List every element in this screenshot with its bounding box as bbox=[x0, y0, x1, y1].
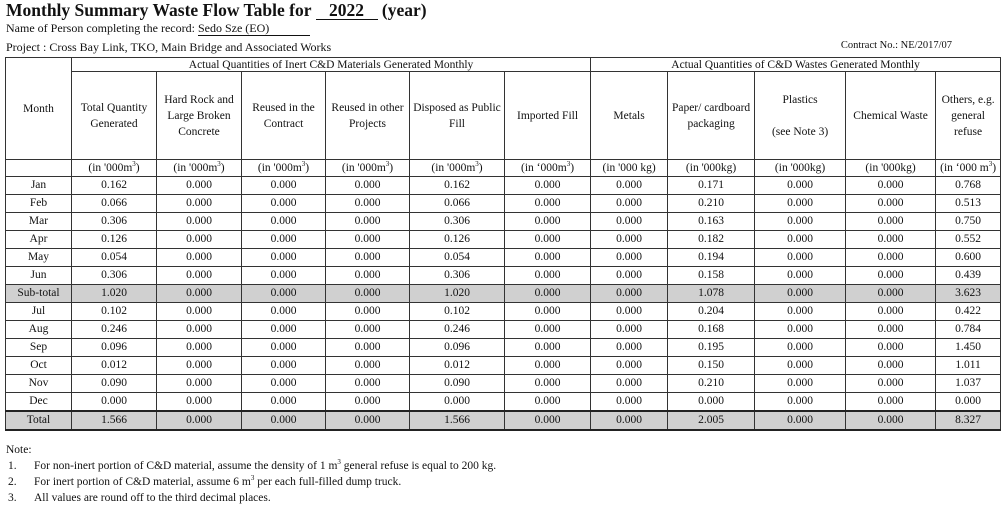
note-text: For non-inert portion of C&D material, assume the density of 1 $m^3$ general refuse is equal to 200 kg. bbox=[34, 458, 497, 472]
value-cell: 0.000 bbox=[591, 195, 668, 213]
value-cell: 0.000 bbox=[157, 195, 242, 213]
value-cell: 0.162 bbox=[410, 177, 505, 195]
note-text: For inert portion of C&D material, assume 6 $m^3$ per each full-filled dump truck. bbox=[34, 474, 402, 488]
value-cell: 1.020 bbox=[72, 285, 157, 303]
value-cell: 0.204 bbox=[668, 303, 755, 321]
column-header-label: Imported Fill bbox=[517, 109, 579, 122]
month-cell: Nov bbox=[6, 375, 72, 393]
value-cell: 0.000 bbox=[242, 267, 326, 285]
value-cell: 0.000 bbox=[157, 339, 242, 357]
value-cell: 0.163 bbox=[668, 213, 755, 231]
month-cell: Sep bbox=[6, 339, 72, 357]
group-header-waste: Actual Quantities of C&D Wastes Generated Monthly bbox=[591, 58, 1001, 72]
column-header bbox=[936, 72, 1001, 160]
value-cell: 0.000 bbox=[505, 357, 591, 375]
note-number: 2. bbox=[8, 476, 17, 488]
value-cell: 0.306 bbox=[72, 213, 157, 231]
value-cell: 0.000 bbox=[242, 231, 326, 249]
month-cell: Apr bbox=[6, 231, 72, 249]
value-cell: 0.000 bbox=[242, 195, 326, 213]
value-cell: 0.000 bbox=[326, 213, 410, 231]
table-row bbox=[6, 303, 1001, 321]
value-cell: 0.000 bbox=[157, 393, 242, 412]
value-cell: 0.000 bbox=[242, 357, 326, 375]
table-row bbox=[6, 393, 1001, 412]
table-row bbox=[6, 195, 1001, 213]
unit-cell: (in '$000m^3$) bbox=[72, 160, 157, 177]
value-cell: 0.000 bbox=[591, 177, 668, 195]
person-line bbox=[6, 21, 310, 36]
value-cell: 0.000 bbox=[326, 357, 410, 375]
value-cell: 0.000 bbox=[242, 303, 326, 321]
notes-list bbox=[6, 458, 496, 506]
value-cell: 0.000 bbox=[72, 393, 157, 412]
column-header bbox=[591, 72, 668, 160]
value-cell: 0.000 bbox=[846, 285, 936, 303]
table-row bbox=[6, 213, 1001, 231]
value-cell: 0.439 bbox=[936, 267, 1001, 285]
unit-cell: (in ‘$000m^3$) bbox=[505, 160, 591, 177]
value-cell: 0.000 bbox=[157, 231, 242, 249]
value-cell: 0.000 bbox=[591, 303, 668, 321]
value-cell: 0.000 bbox=[591, 213, 668, 231]
value-cell: 0.000 bbox=[242, 393, 326, 412]
value-cell: 0.090 bbox=[410, 375, 505, 393]
table-row bbox=[6, 231, 1001, 249]
value-cell: 0.000 bbox=[242, 375, 326, 393]
note-item bbox=[6, 458, 496, 474]
column-header bbox=[157, 72, 242, 160]
column-header-label: Hard Rock and Large Broken Concrete bbox=[164, 93, 234, 138]
column-header-label: Disposed as Public Fill bbox=[413, 101, 501, 130]
value-cell: 3.623 bbox=[936, 285, 1001, 303]
person-name: Sedo Sze (EO) bbox=[198, 22, 310, 36]
value-cell: 0.066 bbox=[72, 195, 157, 213]
value-cell: 0.000 bbox=[242, 213, 326, 231]
value-cell: 0.150 bbox=[668, 357, 755, 375]
document-title bbox=[6, 0, 427, 21]
month-cell: Jul bbox=[6, 303, 72, 321]
value-cell: 0.768 bbox=[936, 177, 1001, 195]
value-cell: 0.000 bbox=[505, 411, 591, 430]
value-cell: 0.000 bbox=[936, 393, 1001, 412]
subtotal-row bbox=[6, 285, 1001, 303]
value-cell: 0.000 bbox=[157, 375, 242, 393]
value-cell: 0.000 bbox=[755, 195, 846, 213]
title-year: 2022 bbox=[316, 1, 378, 20]
note-item bbox=[6, 474, 496, 490]
value-cell: 0.000 bbox=[157, 177, 242, 195]
value-cell: 0.000 bbox=[591, 249, 668, 267]
value-cell: 0.000 bbox=[846, 357, 936, 375]
value-cell: 0.422 bbox=[936, 303, 1001, 321]
value-cell: 0.306 bbox=[72, 267, 157, 285]
value-cell: 0.000 bbox=[846, 231, 936, 249]
value-cell: 0.000 bbox=[505, 195, 591, 213]
value-cell: 0.000 bbox=[326, 375, 410, 393]
column-header bbox=[242, 72, 326, 160]
value-cell: 0.126 bbox=[410, 231, 505, 249]
value-cell: 0.000 bbox=[668, 393, 755, 412]
title-suffix: (year) bbox=[381, 0, 427, 20]
value-cell: 0.000 bbox=[755, 339, 846, 357]
unit-cell: (in '000kg) bbox=[846, 160, 936, 177]
value-cell: 0.012 bbox=[410, 357, 505, 375]
value-cell: 0.066 bbox=[410, 195, 505, 213]
value-cell: 0.000 bbox=[755, 321, 846, 339]
unit-cell: (in '$000m^3$) bbox=[157, 160, 242, 177]
value-cell: 0.162 bbox=[72, 177, 157, 195]
value-cell: 0.000 bbox=[505, 177, 591, 195]
value-cell: 0.000 bbox=[242, 411, 326, 430]
value-cell: 0.306 bbox=[410, 267, 505, 285]
unit-cell: (in ‘000 $m^3$) bbox=[936, 160, 1001, 177]
column-header bbox=[755, 72, 846, 160]
table-row bbox=[6, 375, 1001, 393]
unit-cell: (in '$000m^3$) bbox=[410, 160, 505, 177]
column-header-label: Metals bbox=[613, 109, 645, 122]
month-cell: Jun bbox=[6, 267, 72, 285]
value-cell: 0.000 bbox=[846, 339, 936, 357]
value-cell: 0.000 bbox=[157, 267, 242, 285]
value-cell: 0.000 bbox=[846, 303, 936, 321]
value-cell: 0.513 bbox=[936, 195, 1001, 213]
value-cell: 1.011 bbox=[936, 357, 1001, 375]
column-header-label: Reused in the Contract bbox=[252, 101, 315, 130]
value-cell: 1.450 bbox=[936, 339, 1001, 357]
waste-flow-table bbox=[5, 57, 1001, 431]
column-header bbox=[668, 72, 755, 160]
value-cell: 0.000 bbox=[846, 321, 936, 339]
value-cell: 0.210 bbox=[668, 375, 755, 393]
value-cell: 0.000 bbox=[326, 393, 410, 412]
value-cell: 0.000 bbox=[326, 411, 410, 430]
value-cell: 0.000 bbox=[242, 339, 326, 357]
value-cell: 0.000 bbox=[242, 285, 326, 303]
column-header-label: Plastics bbox=[782, 93, 818, 106]
value-cell: 2.005 bbox=[668, 411, 755, 430]
value-cell: 0.158 bbox=[668, 267, 755, 285]
value-cell: 1.566 bbox=[410, 411, 505, 430]
value-cell: 0.182 bbox=[668, 231, 755, 249]
unit-cell-month bbox=[6, 160, 72, 177]
value-cell: 0.000 bbox=[591, 357, 668, 375]
project-line: Project : Cross Bay Link, TKO, Main Bridge and Associated Works bbox=[6, 40, 332, 54]
value-cell: 0.000 bbox=[157, 303, 242, 321]
note-number: 3. bbox=[8, 492, 17, 504]
month-header: Month bbox=[6, 58, 72, 160]
column-header-label: Others, e.g. general refuse bbox=[941, 93, 995, 138]
value-cell: 1.566 bbox=[72, 411, 157, 430]
month-cell: Jan bbox=[6, 177, 72, 195]
unit-cell: (in '$000m^3$) bbox=[326, 160, 410, 177]
total-row bbox=[6, 411, 1001, 430]
value-cell: 0.210 bbox=[668, 195, 755, 213]
value-cell: 0.306 bbox=[410, 213, 505, 231]
column-header-label: Paper/ cardboard packaging bbox=[671, 101, 751, 130]
value-cell: 0.000 bbox=[326, 303, 410, 321]
value-cell: 0.000 bbox=[410, 393, 505, 412]
value-cell: 0.000 bbox=[591, 375, 668, 393]
value-cell: 0.195 bbox=[668, 339, 755, 357]
value-cell: 0.000 bbox=[505, 285, 591, 303]
table-row bbox=[6, 249, 1001, 267]
value-cell: 0.000 bbox=[157, 285, 242, 303]
value-cell: 0.000 bbox=[591, 285, 668, 303]
unit-cell: (in '$000m^3$) bbox=[242, 160, 326, 177]
value-cell: 0.000 bbox=[755, 231, 846, 249]
value-cell: 0.000 bbox=[755, 177, 846, 195]
table-row bbox=[6, 321, 1001, 339]
value-cell: 0.000 bbox=[755, 285, 846, 303]
value-cell: 0.000 bbox=[755, 249, 846, 267]
value-cell: 0.600 bbox=[936, 249, 1001, 267]
group-header-inert: Actual Quantities of Inert C&D Materials Generated Monthly bbox=[72, 58, 591, 72]
month-cell: Feb bbox=[6, 195, 72, 213]
table-row bbox=[6, 339, 1001, 357]
table-row bbox=[6, 357, 1001, 375]
value-cell: 0.000 bbox=[157, 249, 242, 267]
value-cell: 0.000 bbox=[326, 195, 410, 213]
month-cell: Dec bbox=[6, 393, 72, 412]
column-header bbox=[326, 72, 410, 160]
value-cell: 0.000 bbox=[846, 375, 936, 393]
value-cell: 0.171 bbox=[668, 177, 755, 195]
value-cell: 0.750 bbox=[936, 213, 1001, 231]
value-cell: 0.000 bbox=[846, 393, 936, 412]
value-cell: 0.102 bbox=[410, 303, 505, 321]
value-cell: 1.020 bbox=[410, 285, 505, 303]
value-cell: 0.000 bbox=[755, 393, 846, 412]
value-cell: 0.000 bbox=[846, 249, 936, 267]
value-cell: 0.102 bbox=[72, 303, 157, 321]
value-cell: 0.000 bbox=[755, 357, 846, 375]
table-row bbox=[6, 267, 1001, 285]
value-cell: 0.000 bbox=[326, 339, 410, 357]
value-cell: 0.000 bbox=[755, 267, 846, 285]
value-cell: 0.168 bbox=[668, 321, 755, 339]
column-header-label: Chemical Waste bbox=[853, 109, 928, 122]
value-cell: 1.078 bbox=[668, 285, 755, 303]
value-cell: 0.000 bbox=[157, 411, 242, 430]
value-cell: 0.012 bbox=[72, 357, 157, 375]
value-cell: 0.000 bbox=[505, 267, 591, 285]
value-cell: 0.000 bbox=[157, 213, 242, 231]
value-cell: 0.054 bbox=[72, 249, 157, 267]
column-header bbox=[72, 72, 157, 160]
column-header-label: Reused in other Projects bbox=[331, 101, 404, 130]
value-cell: 0.000 bbox=[846, 267, 936, 285]
unit-cell: (in '000 kg) bbox=[591, 160, 668, 177]
value-cell: 0.000 bbox=[326, 267, 410, 285]
value-cell: 0.000 bbox=[326, 249, 410, 267]
value-cell: 0.000 bbox=[591, 321, 668, 339]
value-cell: 0.000 bbox=[755, 213, 846, 231]
value-cell: 0.000 bbox=[505, 213, 591, 231]
value-cell: 0.000 bbox=[755, 303, 846, 321]
unit-cell: (in '000kg) bbox=[755, 160, 846, 177]
value-cell: 0.000 bbox=[326, 177, 410, 195]
value-cell: 0.096 bbox=[72, 339, 157, 357]
value-cell: 0.000 bbox=[326, 231, 410, 249]
value-cell: 0.000 bbox=[326, 285, 410, 303]
title-prefix: Monthly Summary Waste Flow Table for bbox=[6, 0, 312, 20]
value-cell: 0.000 bbox=[242, 321, 326, 339]
month-cell: Aug bbox=[6, 321, 72, 339]
value-cell: 0.784 bbox=[936, 321, 1001, 339]
value-cell: 0.000 bbox=[755, 375, 846, 393]
month-cell: Mar bbox=[6, 213, 72, 231]
column-header bbox=[410, 72, 505, 160]
month-cell: May bbox=[6, 249, 72, 267]
value-cell: 0.000 bbox=[846, 213, 936, 231]
value-cell: 0.000 bbox=[591, 411, 668, 430]
value-cell: 0.000 bbox=[505, 321, 591, 339]
value-cell: 0.000 bbox=[505, 375, 591, 393]
value-cell: 0.000 bbox=[591, 267, 668, 285]
month-cell: Sub-total bbox=[6, 285, 72, 303]
month-cell: Oct bbox=[6, 357, 72, 375]
value-cell: 0.194 bbox=[668, 249, 755, 267]
notes-section bbox=[6, 442, 496, 506]
column-header-label: Total Quantity Generated bbox=[80, 101, 148, 130]
value-cell: 1.037 bbox=[936, 375, 1001, 393]
value-cell: 0.000 bbox=[505, 303, 591, 321]
value-cell: 0.000 bbox=[505, 393, 591, 412]
note-number: 1. bbox=[8, 460, 17, 472]
column-header bbox=[505, 72, 591, 160]
value-cell: 0.096 bbox=[410, 339, 505, 357]
unit-cell: (in '000kg) bbox=[668, 160, 755, 177]
value-cell: 0.000 bbox=[505, 231, 591, 249]
value-cell: 0.000 bbox=[505, 249, 591, 267]
month-cell: Total bbox=[6, 411, 72, 430]
value-cell: 8.327 bbox=[936, 411, 1001, 430]
note-text: All values are round off to the third decimal places. bbox=[34, 492, 271, 504]
notes-heading: Note: bbox=[6, 444, 32, 456]
value-cell: 0.000 bbox=[505, 339, 591, 357]
value-cell: 0.000 bbox=[846, 411, 936, 430]
value-cell: 0.090 bbox=[72, 375, 157, 393]
value-cell: 0.246 bbox=[410, 321, 505, 339]
value-cell: 0.246 bbox=[72, 321, 157, 339]
value-cell: 0.000 bbox=[755, 411, 846, 430]
value-cell: 0.000 bbox=[242, 249, 326, 267]
column-header bbox=[846, 72, 936, 160]
value-cell: 0.000 bbox=[591, 339, 668, 357]
value-cell: 0.126 bbox=[72, 231, 157, 249]
value-cell: 0.000 bbox=[591, 393, 668, 412]
table-row bbox=[6, 177, 1001, 195]
note-item bbox=[6, 490, 496, 506]
value-cell: 0.000 bbox=[591, 231, 668, 249]
plastics-note: (see Note 3) bbox=[771, 125, 829, 138]
value-cell: 0.000 bbox=[157, 321, 242, 339]
value-cell: 0.552 bbox=[936, 231, 1001, 249]
value-cell: 0.000 bbox=[846, 177, 936, 195]
value-cell: 0.000 bbox=[242, 177, 326, 195]
value-cell: 0.000 bbox=[326, 321, 410, 339]
value-cell: 0.000 bbox=[846, 195, 936, 213]
contract-number: Contract No.: NE/2017/07 bbox=[840, 40, 952, 51]
person-label: Name of Person completing the record: bbox=[6, 21, 195, 35]
value-cell: 0.054 bbox=[410, 249, 505, 267]
value-cell: 0.000 bbox=[157, 357, 242, 375]
